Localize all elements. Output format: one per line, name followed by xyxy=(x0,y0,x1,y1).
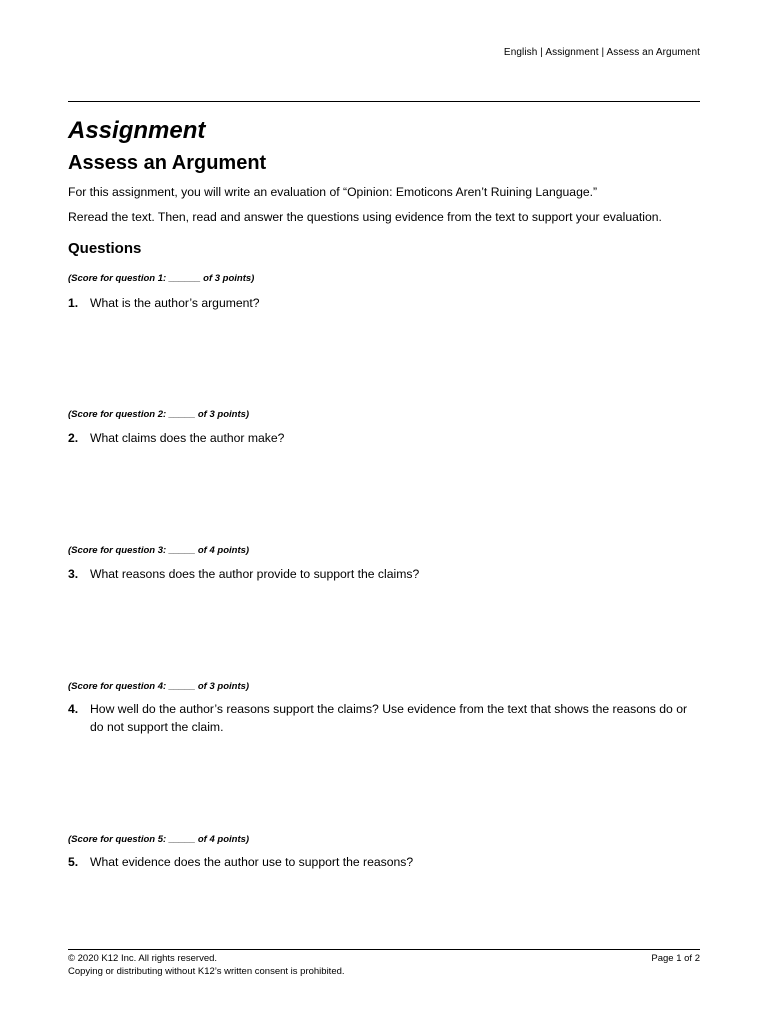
questions-heading: Questions xyxy=(68,240,142,257)
document-title: Assess an Argument xyxy=(68,152,267,174)
question-text: What reasons does the author provide to support the claims? xyxy=(90,567,420,581)
question-text: What is the author’s argument? xyxy=(90,296,260,310)
question-number: 5. xyxy=(68,855,79,869)
footer-divider xyxy=(68,949,700,950)
question-1 xyxy=(68,294,700,312)
score-line-question-3: (Score for question 3: _____ of 4 points) xyxy=(68,545,250,556)
footer-notice: Copying or distributing without K12’s written consent is prohibited. xyxy=(68,965,345,977)
score-line-question-1: (Score for question 1: ______ of 3 points) xyxy=(68,273,255,284)
question-text: What claims does the author make? xyxy=(90,431,285,445)
question-number: 1. xyxy=(68,296,79,310)
intro-paragraph-1: For this assignment, you will write an evaluation of “Opinion: Emoticons Aren’t Ruining Language.” xyxy=(68,185,598,199)
score-line-question-5: (Score for question 5: _____ of 4 points) xyxy=(68,834,250,845)
page-number: Page 1 of 2 xyxy=(651,953,700,964)
score-line-question-2: (Score for question 2: _____ of 3 points) xyxy=(68,409,250,420)
score-line-question-4: (Score for question 4: _____ of 3 points) xyxy=(68,681,250,692)
question-3 xyxy=(68,565,700,583)
question-5 xyxy=(68,853,700,871)
question-text: How well do the author’s reasons support the claims? Use evidence from the text that shows the reasons do or do not support the claim. xyxy=(90,702,688,734)
question-number: 3. xyxy=(68,567,79,581)
intro-paragraph-2: Reread the text. Then, read and answer the questions using evidence from the text to support your evaluation. xyxy=(68,210,662,224)
footer-legal xyxy=(68,953,345,978)
document-type-heading: Assignment xyxy=(68,117,206,144)
question-2 xyxy=(68,429,700,447)
question-4 xyxy=(68,700,700,736)
question-text: What evidence does the author use to support the reasons? xyxy=(90,855,414,869)
question-number: 2. xyxy=(68,431,79,445)
question-number: 4. xyxy=(68,702,79,716)
footer-copyright: © 2020 K12 Inc. All rights reserved. xyxy=(68,953,218,964)
header-breadcrumb: English | Assignment | Assess an Argument xyxy=(503,47,700,58)
header-divider xyxy=(68,101,700,102)
